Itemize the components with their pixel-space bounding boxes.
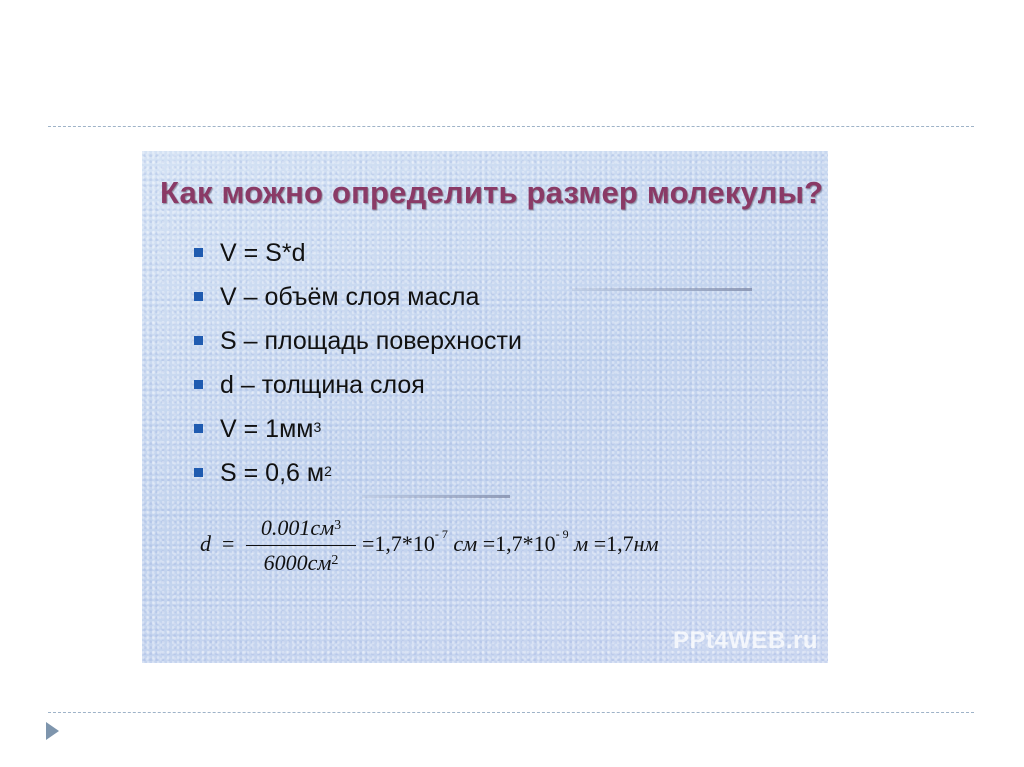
bullet-square-icon <box>194 424 203 433</box>
bullet-text: S – площадь поверхности <box>220 327 522 355</box>
bullet-text: V – объём слоя масла <box>220 283 480 311</box>
formula <box>198 513 818 583</box>
formula-fraction <box>246 513 356 578</box>
bottom-divider <box>48 712 974 713</box>
decorative-line <box>572 288 752 291</box>
decorative-line <box>362 495 510 498</box>
bullet-square-icon <box>194 380 203 389</box>
bullet-square-icon <box>194 248 203 257</box>
bullet-text: d – толщина слоя <box>220 371 425 399</box>
list-item <box>194 327 522 371</box>
formula-lhs: d <box>200 531 211 556</box>
bullet-square-icon <box>194 292 203 301</box>
list-item <box>194 239 522 283</box>
bullet-text: S = 0,6 м <box>220 459 325 487</box>
slide-image <box>142 151 828 663</box>
bullet-square-icon <box>194 336 203 345</box>
bullet-text: V = S*d <box>220 239 306 267</box>
bullet-superscript: 2 <box>324 463 332 479</box>
bullet-square-icon <box>194 468 203 477</box>
slide-title: Как можно определить размер молекулы? <box>160 175 824 210</box>
watermark: PPt4WEB.ru <box>672 627 818 654</box>
fraction-bar <box>246 545 356 546</box>
top-divider <box>48 126 974 127</box>
bullet-superscript: 3 <box>313 419 322 435</box>
fraction-denominator: $6000см^2$ <box>263 550 339 575</box>
list-item <box>194 415 522 459</box>
bullet-list <box>194 239 522 503</box>
formula-result: $=1,7*10^{- 7}$ см $=1,7*10^{- 9}$ м =1,7нм <box>362 527 659 556</box>
bullet-text: V = 1мм <box>220 415 314 443</box>
formula-equals: = <box>222 531 235 556</box>
list-item <box>194 283 522 327</box>
list-item <box>194 371 522 415</box>
fraction-numerator: $0.001см^3$ <box>260 515 342 540</box>
play-arrow-icon[interactable] <box>46 722 59 740</box>
